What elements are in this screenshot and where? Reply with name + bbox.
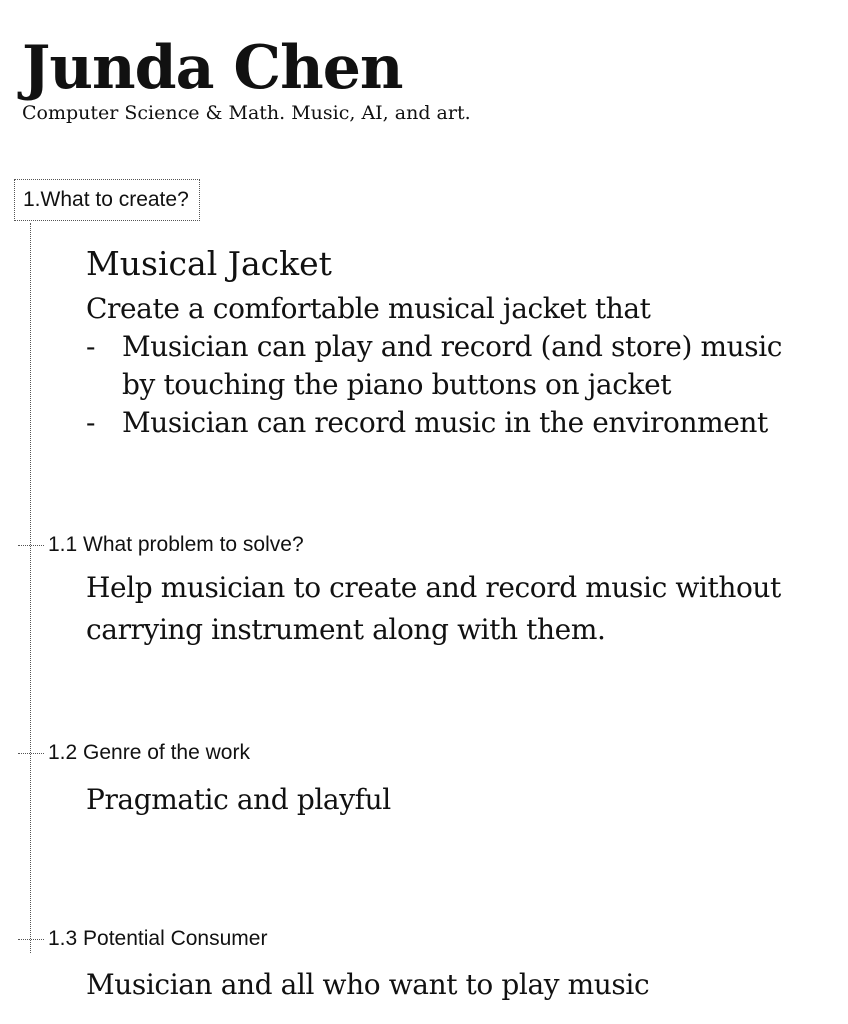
- subsection-heading-consumer: 1.3 Potential Consumer: [48, 927, 268, 950]
- subsection-text-line: Pragmatic and playful: [86, 783, 391, 816]
- list-item: [86, 404, 842, 442]
- outline-branch: [18, 939, 44, 940]
- list-marker: -: [86, 406, 96, 439]
- subsection-text-line: Musician and all who want to play music: [86, 968, 650, 1001]
- section-heading: 1.What to create?: [14, 179, 200, 221]
- subsection-text-line: carrying instrument along with them.: [86, 613, 606, 646]
- outline-connector-line: [30, 223, 31, 953]
- list-item: [86, 328, 842, 404]
- project-title: Musical Jacket: [86, 244, 332, 283]
- subsection-heading-genre: 1.2 Genre of the work: [48, 741, 250, 764]
- feature-list: [86, 328, 842, 442]
- list-item-line: by touching the piano buttons on jacket: [122, 368, 672, 401]
- author-name: Junda Chen: [22, 33, 403, 103]
- list-marker: -: [86, 330, 96, 363]
- subsection-text-line: Help musician to create and record music without: [86, 571, 781, 604]
- outline-branch: [18, 753, 44, 754]
- outline-branch: [18, 545, 44, 546]
- list-item-line: Musician can record music in the environment: [122, 406, 768, 439]
- author-tagline: Computer Science & Math. Music, AI, and art.: [22, 102, 471, 124]
- subsection-heading-problem: 1.1 What problem to solve?: [48, 533, 304, 556]
- list-item-line: Musician can play and record (and store) music: [122, 330, 783, 363]
- project-intro: Create a comfortable musical jacket that: [86, 292, 651, 325]
